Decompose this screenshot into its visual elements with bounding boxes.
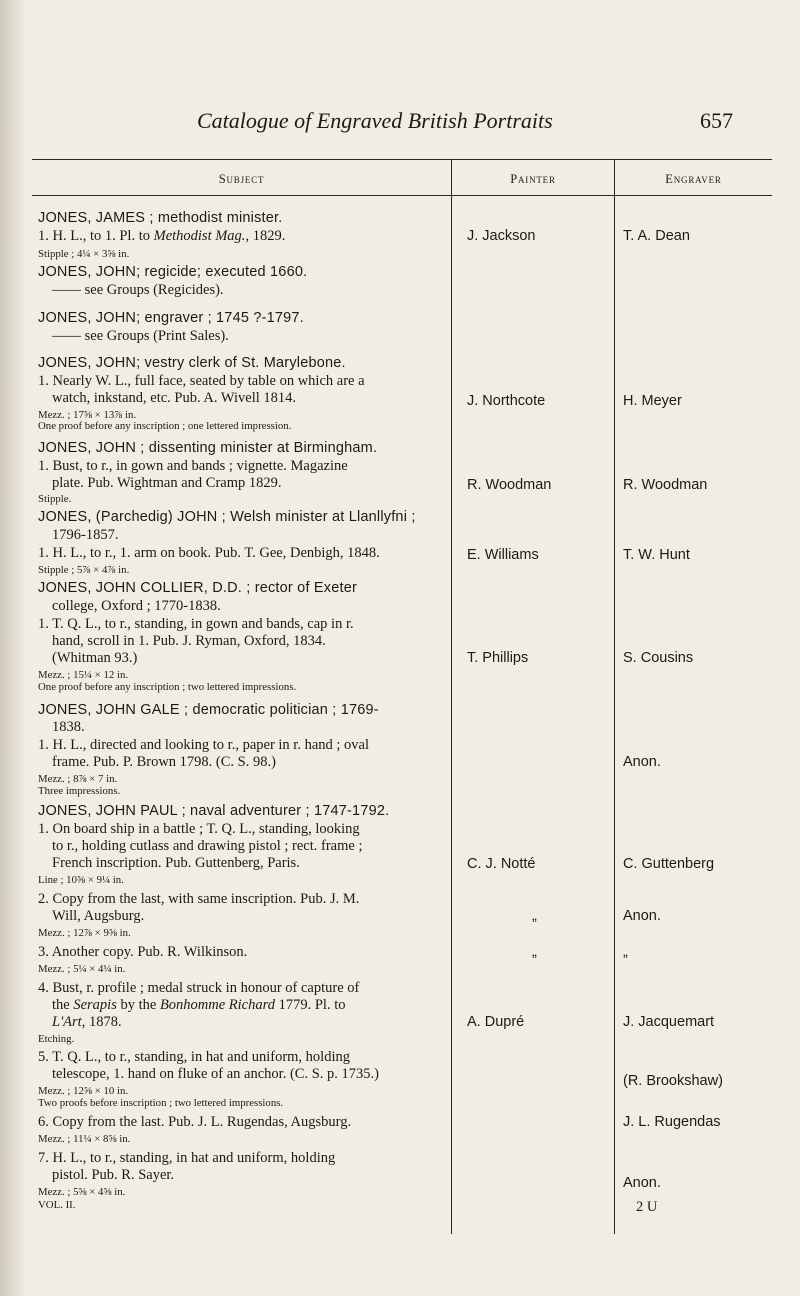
entry-line: L'Art, 1878. bbox=[52, 1014, 122, 1030]
column-divider-1 bbox=[451, 159, 452, 1234]
engraver-name: Anon. bbox=[623, 1175, 661, 1191]
volume-mark: VOL. II. bbox=[38, 1199, 76, 1211]
entry-heading: JONES, JOHN COLLIER, D.D. ; rector of Exeter bbox=[38, 580, 358, 596]
entry-small: Three impressions. bbox=[38, 785, 121, 797]
entry-line: 1. H. L., directed and looking to r., paper in r. hand ; oval bbox=[38, 737, 370, 753]
entry-small: Stipple. bbox=[38, 493, 72, 505]
entry-line: 1. H. L., to r., 1. arm on book. Pub. T. Gee, Denbigh, 1848. bbox=[38, 545, 380, 561]
entry-line: 4. Bust, r. profile ; medal struck in honour of capture of bbox=[38, 980, 360, 996]
entry-line: 1. Bust, to r., in gown and bands ; vignette. Magazine bbox=[38, 458, 348, 474]
entry-line: 1. H. L., to 1. Pl. to Methodist Mag., 1829. bbox=[38, 228, 286, 244]
painter-name: A. Dupré bbox=[467, 1014, 525, 1030]
entry-heading: JONES, JAMES ; methodist minister. bbox=[38, 210, 283, 226]
entry-small: Mezz. ; 17⅝ × 13⅞ in. bbox=[38, 409, 137, 421]
entry-heading: JONES, JOHN ; dissenting minister at Birmingham. bbox=[38, 440, 378, 456]
entry-line: plate. Pub. Wightman and Cramp 1829. bbox=[52, 475, 282, 491]
entry-small: Mezz. ; 11¼ × 8⅝ in. bbox=[38, 1133, 131, 1145]
entry-heading: JONES, JOHN; vestry clerk of St. Marylebone. bbox=[38, 355, 346, 371]
engraver-name: J. L. Rugendas bbox=[623, 1114, 721, 1130]
page-binding-shadow bbox=[0, 0, 26, 1296]
page-title: Catalogue of Engraved British Portraits bbox=[197, 108, 553, 133]
entry-line: frame. Pub. P. Brown 1798. (C. S. 98.) bbox=[52, 754, 276, 770]
engraver-name: (R. Brookshaw) bbox=[623, 1073, 723, 1089]
entry-small: Stipple ; 5⅞ × 4⅞ in. bbox=[38, 564, 130, 576]
entry-line: watch, inkstand, etc. Pub. A. Wivell 1814. bbox=[52, 390, 297, 406]
entry-heading: JONES, JOHN GALE ; democratic politician ; 1769- bbox=[38, 702, 379, 718]
signature-mark: 2 U bbox=[636, 1199, 658, 1215]
entry-line: hand, scroll in 1. Pub. J. Ryman, Oxford, 1834. bbox=[52, 633, 326, 649]
entry-small: Mezz. ; 12⅞ × 9⅝ in. bbox=[38, 927, 131, 939]
entry-line: 7. H. L., to r., standing, in hat and uniform, holding bbox=[38, 1150, 336, 1166]
header-rule bbox=[32, 195, 772, 196]
engraver-name: J. Jacquemart bbox=[623, 1014, 715, 1030]
entry-heading: JONES, JOHN; regicide; executed 1660. bbox=[38, 264, 308, 280]
entry-heading: JONES, JOHN PAUL ; naval adventurer ; 1747-1792. bbox=[38, 803, 390, 819]
engraver-name: Anon. bbox=[623, 754, 661, 770]
engraver-name: T. W. Hunt bbox=[623, 547, 690, 563]
painter-ditto: „ bbox=[532, 944, 537, 960]
entry-line: pistol. Pub. R. Sayer. bbox=[52, 1167, 175, 1183]
entry-heading: JONES, (Parchedig) JOHN ; Welsh minister at Llanllyfni ; bbox=[38, 509, 416, 525]
entry-small: Mezz. ; 15¼ × 12 in. bbox=[38, 669, 129, 681]
entry-line: 1. On board ship in a battle ; T. Q. L., standing, looking bbox=[38, 821, 360, 837]
engraver-name: T. A. Dean bbox=[623, 228, 690, 244]
entry-small: Mezz. ; 5¼ × 4¼ in. bbox=[38, 963, 126, 975]
entry-line: Will, Augsburg. bbox=[52, 908, 145, 924]
engraver-name: S. Cousins bbox=[623, 650, 694, 666]
painter-name: J. Jackson bbox=[467, 228, 536, 244]
entry-line: 3. Another copy. Pub. R. Wilkinson. bbox=[38, 944, 248, 960]
see-reference: —— see Groups (Print Sales). bbox=[52, 328, 229, 344]
entry-line: telescope, 1. hand on fluke of an anchor. (C. S. p. 1735.) bbox=[52, 1066, 379, 1082]
column-divider-2 bbox=[614, 159, 615, 1234]
engraver-name: Anon. bbox=[623, 908, 661, 924]
entry-heading-cont: 1838. bbox=[52, 719, 85, 735]
column-header-subject: Subject bbox=[218, 172, 265, 186]
entry-line: 6. Copy from the last. Pub. J. L. Rugendas, Augsburg. bbox=[38, 1114, 352, 1130]
painter-name: R. Woodman bbox=[467, 477, 552, 493]
painter-name: T. Phillips bbox=[467, 650, 529, 666]
running-header bbox=[0, 108, 800, 142]
page-number: 657 bbox=[700, 108, 733, 133]
see-reference: —— see Groups (Regicides). bbox=[52, 282, 224, 298]
entry-small: Line ; 10⅝ × 9¼ in. bbox=[38, 874, 124, 886]
engraver-name: R. Woodman bbox=[623, 477, 708, 493]
engraver-name: H. Meyer bbox=[623, 393, 682, 409]
entry-line: to r., holding cutlass and drawing pistol ; rect. frame ; bbox=[52, 838, 363, 854]
entry-heading-cont: 1796-1857. bbox=[52, 527, 119, 543]
entry-small: Stipple ; 4¼ × 3⅝ in. bbox=[38, 248, 130, 260]
entry-small: Mezz. ; 8⅞ × 7 in. bbox=[38, 773, 118, 785]
engraver-ditto: „ bbox=[623, 944, 628, 960]
entry-small: One proof before any inscription ; two lettered impressions. bbox=[38, 681, 297, 693]
painter-name: E. Williams bbox=[467, 547, 539, 563]
top-rule bbox=[32, 159, 772, 160]
entry-line: 5. T. Q. L., to r., standing, in hat and uniform, holding bbox=[38, 1049, 350, 1065]
entry-small: Etching. bbox=[38, 1033, 75, 1045]
entry-small: Mezz. ; 5⅝ × 4⅝ in. bbox=[38, 1186, 126, 1198]
entry-small: One proof before any inscription ; one lettered impression. bbox=[38, 420, 292, 432]
entry-small: Two proofs before inscription ; two lettered impressions. bbox=[38, 1097, 284, 1109]
painter-ditto: „ bbox=[532, 908, 537, 924]
entry-line: 1. T. Q. L., to r., standing, in gown and bands, cap in r. bbox=[38, 616, 354, 632]
entry-line: (Whitman 93.) bbox=[52, 650, 138, 666]
painter-name: J. Northcote bbox=[467, 393, 546, 409]
entry-line: the Serapis by the Bonhomme Richard 1779. Pl. to bbox=[52, 997, 346, 1013]
entry-small: Mezz. ; 12⅝ × 10 in. bbox=[38, 1085, 129, 1097]
entry-heading: JONES, JOHN; engraver ; 1745 ?-1797. bbox=[38, 310, 304, 326]
column-header-painter: Painter bbox=[510, 172, 556, 186]
entry-line: 1. Nearly W. L., full face, seated by table on which are a bbox=[38, 373, 365, 389]
entry-heading-cont: college, Oxford ; 1770-1838. bbox=[52, 598, 221, 614]
engraver-name: C. Guttenberg bbox=[623, 856, 715, 872]
column-header-engraver: Engraver bbox=[665, 172, 722, 186]
entry-line: 2. Copy from the last, with same inscription. Pub. J. M. bbox=[38, 891, 360, 907]
entry-line: French inscription. Pub. Guttenberg, Paris. bbox=[52, 855, 300, 871]
painter-name: C. J. Notté bbox=[467, 856, 536, 872]
